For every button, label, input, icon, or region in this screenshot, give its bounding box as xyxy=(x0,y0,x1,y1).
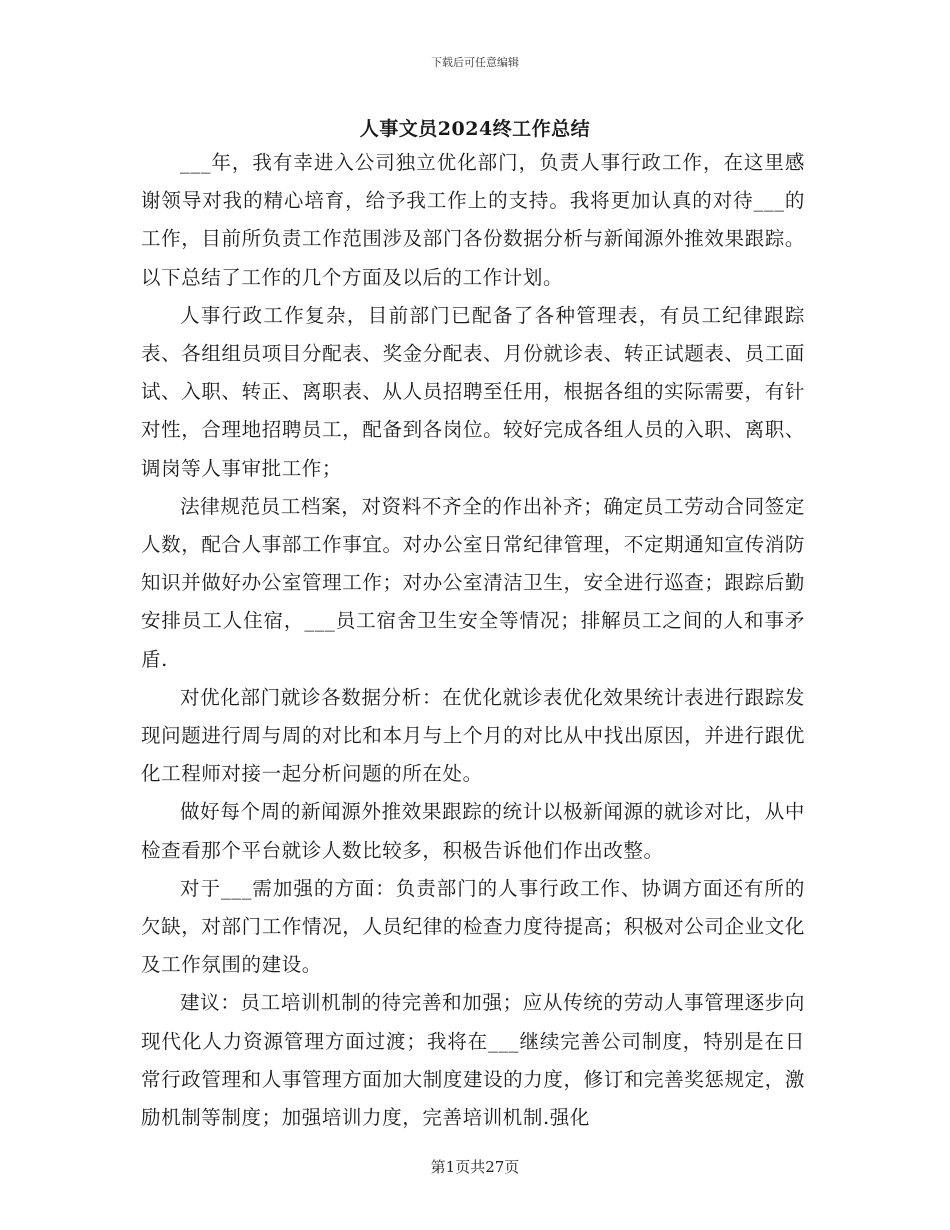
paragraph-improvements: 对于___需加强的方面：负责部门的人事行政工作、协调方面还有所的欠缺，对部门工作情况，人员纪律的检查力度待提高；积极对公司企业文化及工作氛围的建设。 xyxy=(141,876,805,977)
document-body xyxy=(141,144,805,1137)
paragraph-suggestions: 建议：员工培训机制的待完善和加强；应从传统的劳动人事管理逐步向现代化人力资源管理方面过渡；我将在___继续完善公司制度，特别是在日常行政管理和人事管理方面加大制度建设的力度，修订和完善奖惩规定，激励机制等制度；加强培训力度，完善培训机制.强化 xyxy=(141,991,805,1130)
paragraph-data-analysis: 对优化部门就诊各数据分析：在优化就诊表优化效果统计表进行跟踪发现问题进行周与周的对比和本月与上个月的对比从中找出原因，并进行跟优化工程师对接一起分析问题的所在处。 xyxy=(141,685,805,786)
paragraph-hr-admin: 人事行政工作复杂，目前部门已配备了各种管理表，有员工纪律跟踪表、各组组员项目分配表、奖金分配表、月份就诊表、转正试题表、员工面试、入职、转正、离职表、从人员招聘至任用，根据各组的实际需要，有针对性，合理地招聘员工，配备到各岗位。较好完成各组人员的入职、离职、调岗等人事审批工作； xyxy=(141,303,805,480)
paragraph-intro: ___年，我有幸进入公司独立优化部门，负责人事行政工作，在这里感谢领导对我的精心培育，给予我工作上的支持。我将更加认真的对待___的工作，目前所负责工作范围涉及部门各份数据分析与新闻源外推效果跟踪。以下总结了工作的几个方面及以后的工作计划。 xyxy=(141,151,805,289)
paragraph-news-tracking: 做好每个周的新闻源外推效果跟踪的统计以极新闻源的就诊对比，从中检查看那个平台就诊人数比较多，积极告诉他们作出改整。 xyxy=(141,800,805,862)
document-title: 人事文员2024终工作总结 xyxy=(359,118,591,140)
page-number: 第1页共27页 xyxy=(430,1158,520,1176)
paragraph-employee-records: 法律规范员工档案，对资料不齐全的作出补齐；确定员工劳动合同签定人数，配合人事部工作事宜。对办公室日常纪律管理，不定期通知宣传消防知识并做好办公室管理工作；对办公室清洁卫生，安全进行巡查；跟踪后勤安排员工人住宿，___员工宿舍卫生安全等情况；排解员工之间的人和事矛盾. xyxy=(141,494,805,671)
page-header-note: 下载后可任意编辑 xyxy=(431,56,519,69)
